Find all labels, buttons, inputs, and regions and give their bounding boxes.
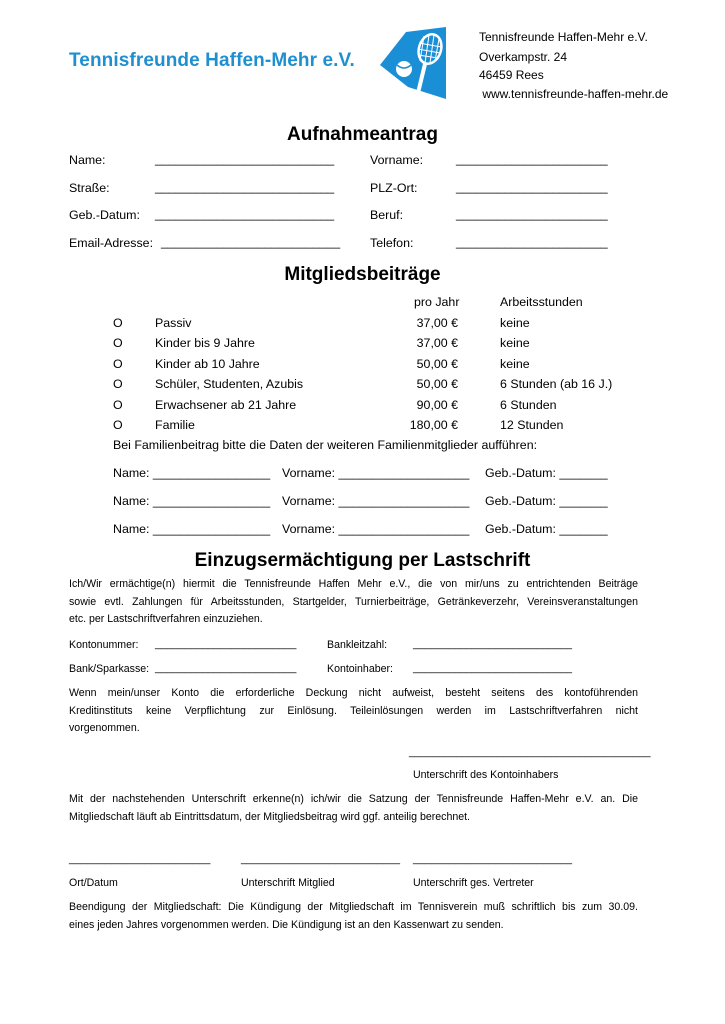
strasse-label: Straße: [69, 181, 110, 195]
beruf-label: Beruf: [370, 208, 404, 222]
fee-name: Erwachsener ab 21 Jahre [155, 398, 297, 412]
fee-price: 90,00 € [416, 398, 458, 412]
family-name-field[interactable]: Name: _________________ [113, 466, 271, 480]
fee-price: 50,00 € [416, 377, 458, 391]
fee-price: 180,00 € [409, 418, 458, 432]
ort-datum-label: Ort/Datum [69, 877, 118, 889]
geb-datum-field[interactable]: __________________________ [155, 207, 335, 221]
family-name-field[interactable]: Name: _________________ [113, 522, 271, 536]
beruf-field[interactable]: ______________________ [456, 207, 608, 221]
bankleitzahl-label: Bankleitzahl: [327, 639, 388, 651]
fee-option-schueler[interactable]: O [113, 377, 123, 391]
email-field[interactable]: __________________________ [161, 235, 341, 249]
family-name-field[interactable]: Name: _________________ [113, 494, 271, 508]
debit-warning-line: Kreditinstituts keine Verpflichtung zur Einlösung. Teileinlösungen werden im Lastschriftverfahren nicht [69, 704, 638, 717]
name-label: Name: [69, 153, 106, 167]
fee-option-passiv[interactable]: O [113, 316, 123, 330]
statute-line: Mit der nachstehenden Unterschrift erkenne(n) ich/wir die Satzung der Tennisfreunde Haffen-Mehr e.V. an. Die [69, 793, 638, 805]
fee-hours: 12 Stunden [500, 418, 564, 432]
debit-intro-line: Ich/Wir ermächtige(n) hiermit die Tennisfreunde Haffen Mehr e.V., die von mir/uns zu entrichtenden Beiträge [69, 578, 638, 590]
member-signature-label: Unterschrift Mitglied [241, 877, 335, 889]
termination-line: Beendigung der Mitgliedschaft: Die Kündigung der Mitgliedschaft im Tennisverein muß schriftlich bis zum 30.09. [69, 901, 638, 913]
vorname-label: Vorname: [370, 153, 424, 167]
plz-ort-label: PLZ-Ort: [370, 181, 418, 195]
fee-hours: keine [500, 357, 530, 371]
fee-option-kinder-ab-10[interactable]: O [113, 357, 123, 371]
fee-hours: 6 Stunden [500, 398, 557, 412]
debit-warning [69, 685, 638, 738]
tennis-logo-icon [378, 27, 450, 99]
address-line-2: Overkampstr. 24 [479, 50, 568, 64]
debit-intro-line: etc. per Lastschriftverfahren einzuziehen. [69, 613, 263, 625]
guardian-signature-label: Unterschrift ges. Vertreter [413, 877, 534, 889]
vorname-field[interactable]: ______________________ [456, 152, 608, 166]
termination-line: eines jeden Jahres vorgenommen werden. Die Kündigung ist an den Kassenwart zu senden. [69, 918, 504, 931]
kontoinhaber-field[interactable]: ___________________________ [413, 662, 573, 674]
statute-line: Mitgliedschaft läuft ab Eintrittsdatum, der Mitgliedsbeitrag wird ggf. anteilig berechnet. [69, 810, 471, 823]
name-field[interactable]: __________________________ [155, 152, 335, 166]
family-vorname-field[interactable]: Vorname: ___________________ [282, 466, 470, 480]
fee-name: Passiv [155, 316, 192, 330]
fees-col-year: pro Jahr [414, 295, 460, 309]
family-geb-field[interactable]: Geb.-Datum: _______ [485, 466, 608, 480]
fee-name: Familie [155, 418, 195, 432]
telefon-field[interactable]: ______________________ [456, 235, 608, 249]
club-name-title: Tennisfreunde Haffen-Mehr e.V. [69, 50, 355, 71]
kontonummer-field[interactable]: ________________________ [155, 638, 297, 650]
debit-title: Einzugsermächtigung per Lastschrift [194, 550, 531, 571]
kontonummer-label: Kontonummer: [69, 639, 139, 651]
email-label: Email-Adresse: [69, 236, 154, 250]
family-note: Bei Familienbeitrag bitte die Daten der weiteren Familienmitglieder aufführen: [113, 438, 538, 452]
telefon-label: Telefon: [370, 236, 414, 250]
bank-field[interactable]: ________________________ [155, 662, 297, 674]
debit-warning-line: vorgenommen. [69, 722, 140, 734]
fee-option-erwachsener[interactable]: O [113, 398, 123, 412]
address-line-3: 46459 Rees [479, 68, 544, 82]
address-line-1: Tennisfreunde Haffen-Mehr e.V. [479, 30, 648, 44]
fee-name: Schüler, Studenten, Azubis [155, 377, 304, 391]
fee-option-kinder-bis-9[interactable]: O [113, 336, 123, 350]
website-link[interactable]: www.tennisfreunde-haffen-mehr.de [479, 87, 669, 101]
family-geb-field[interactable]: Geb.-Datum: _______ [485, 522, 608, 536]
fee-price: 37,00 € [416, 336, 458, 350]
fee-name: Kinder bis 9 Jahre [155, 336, 255, 350]
application-title: Aufnahmeantrag [287, 124, 438, 145]
family-vorname-field[interactable]: Vorname: ___________________ [282, 494, 470, 508]
geb-datum-label: Geb.-Datum: [69, 208, 140, 222]
debit-warning-line: Wenn mein/unser Konto die erforderliche Deckung nicht aufweist, besteht seitens des kontoführenden [69, 687, 638, 699]
fee-hours: keine [500, 336, 530, 350]
fee-hours: 6 Stunden (ab 16 J.) [500, 377, 613, 391]
plz-ort-field[interactable]: ______________________ [456, 180, 608, 194]
holder-signature-field[interactable]: _________________________________________ [409, 746, 651, 758]
holder-signature-label: Unterschrift des Kontoinhabers [413, 769, 559, 781]
fee-price: 50,00 € [416, 357, 458, 371]
kontoinhaber-label: Kontoinhaber: [327, 663, 393, 675]
bank-label: Bank/Sparkasse: [69, 663, 150, 675]
bankleitzahl-field[interactable]: ___________________________ [413, 638, 573, 650]
fees-col-hours: Arbeitsstunden [500, 295, 583, 309]
guardian-signature-field[interactable]: ___________________________ [413, 853, 573, 865]
family-geb-field[interactable]: Geb.-Datum: _______ [485, 494, 608, 508]
family-vorname-field[interactable]: Vorname: ___________________ [282, 522, 470, 536]
termination-text [69, 899, 638, 934]
fee-hours: keine [500, 316, 530, 330]
debit-intro-line: sowie evtl. Zahlungen für Arbeitsstunden, Startgelder, Turnierbeiträge, Getränkeverzehr, Vereinsveranstaltungen [69, 595, 638, 608]
fee-option-familie[interactable]: O [113, 418, 123, 432]
fee-price: 37,00 € [416, 316, 458, 330]
debit-intro [69, 576, 638, 629]
fees-title: Mitgliedsbeiträge [284, 264, 441, 285]
strasse-field[interactable]: __________________________ [155, 180, 335, 194]
member-signature-field[interactable]: ___________________________ [241, 853, 401, 865]
ort-datum-field[interactable]: ________________________ [69, 853, 211, 865]
statute-text [69, 791, 638, 826]
fee-name: Kinder ab 10 Jahre [155, 357, 260, 371]
